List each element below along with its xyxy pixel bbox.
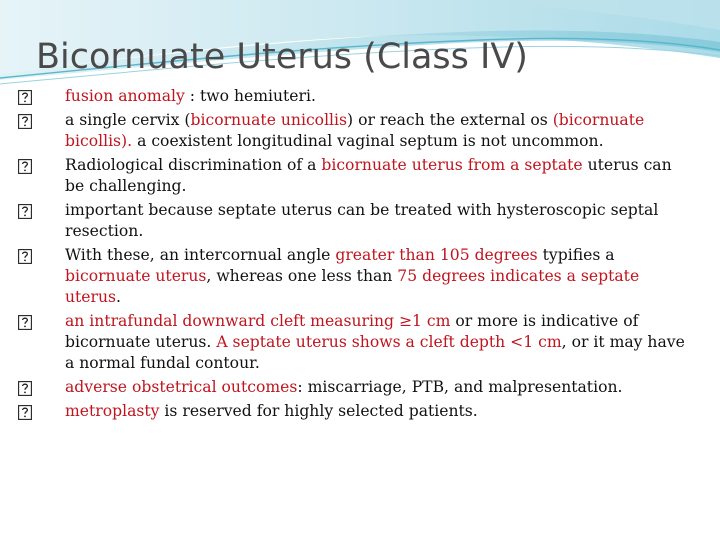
bullet-text: a coexistent longitudinal vaginal septum is not uncommon. [132, 132, 604, 150]
highlight-text: adverse obstetrical outcomes [65, 378, 298, 396]
highlight-text: greater than 105 degrees [335, 246, 538, 264]
bullet-text: ) or reach the external os [347, 111, 553, 129]
bullet-text: Radiological discrimination of a [65, 156, 322, 174]
bullet-text: important because septate uterus can be treated with hysteroscopic septal resection. [65, 201, 659, 240]
bullet-list [18, 86, 694, 425]
highlight-text: 75 degrees indicates a septate uterus [65, 267, 640, 306]
bullet-text: With these, an intercornual angle [65, 246, 336, 264]
highlight-text: an intrafundal downward cleft measuring ≥1 cm [65, 312, 451, 330]
bullet-text: : miscarriage, PTB, and malpresentation. [297, 378, 623, 396]
bullet-item [18, 110, 694, 152]
bullet-text: , whereas one less than [206, 267, 398, 285]
bullet-item [18, 200, 694, 242]
page-title: Bicornuate Uterus (Class IV) [36, 37, 528, 77]
bullet-text: uterus can be challenging. [65, 156, 672, 195]
bullet-item [18, 245, 694, 308]
bullet-item [18, 311, 694, 374]
bullet-item [18, 401, 694, 422]
bullet-text: , or it may have a normal fundal contour. [65, 333, 685, 372]
bullet-text: : two hemiuteri. [184, 87, 316, 105]
highlight-text: fusion anomaly [65, 87, 185, 105]
bullet-text: is reserved for highly selected patients. [159, 402, 478, 420]
bullet-item [18, 377, 694, 398]
highlight-text: metroplasty [65, 402, 160, 420]
bullet-item [18, 155, 694, 197]
bullet-item [18, 86, 694, 107]
bullet-text: typifies a [537, 246, 615, 264]
highlight-text: bicornuate uterus from a septate [321, 156, 583, 174]
bullet-text: a single cervix ( [65, 111, 191, 129]
bullet-text: . [116, 288, 122, 306]
highlight-text: bicornuate unicollis [190, 111, 348, 129]
highlight-text: A septate uterus shows a cleft depth <1 cm [216, 333, 562, 351]
highlight-text: (bicornuate bicollis). [65, 111, 645, 150]
highlight-text: bicornuate uterus [65, 267, 207, 285]
bullet-text: or more is indicative of bicornuate uterus. [65, 312, 639, 351]
